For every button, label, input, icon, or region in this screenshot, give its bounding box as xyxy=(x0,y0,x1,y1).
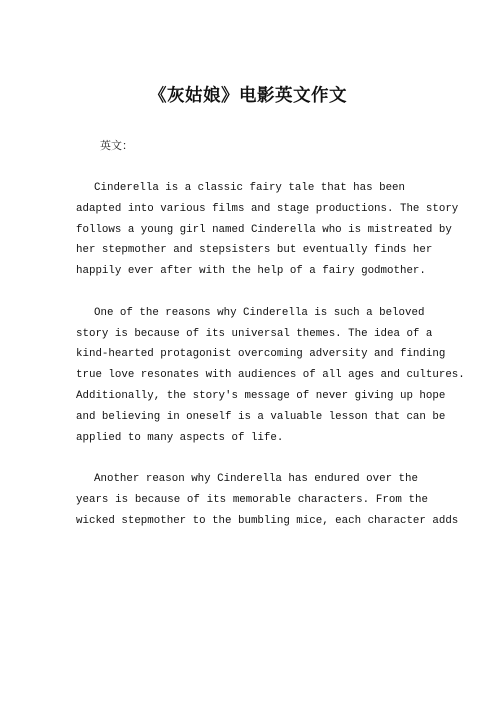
text-line: Cinderella is a classic fairy tale that has been xyxy=(94,182,406,194)
paragraph-1 xyxy=(76,178,459,282)
document-title: 《灰姑娘》电影英文作文 xyxy=(149,86,347,106)
text-line: and believing in oneself is a valuable lesson that can be xyxy=(76,410,446,423)
document-body xyxy=(76,178,465,552)
section-label: 英文： xyxy=(100,139,133,152)
text-line: kind-hearted protagonist overcoming adversity and finding xyxy=(76,348,446,361)
text-line: her stepmother and stepsisters but eventually finds her xyxy=(76,244,433,257)
text-line: story is because of its universal themes. The idea of a xyxy=(76,327,433,340)
text-line: years is because of its memorable characters. From the xyxy=(76,493,428,506)
paragraph-3 xyxy=(76,469,459,531)
paragraph-2 xyxy=(76,303,465,449)
text-line: Additionally, the story's message of never giving up hope xyxy=(76,389,446,402)
text-line: follows a young girl named Cinderella who is mistreated by xyxy=(76,223,452,236)
text-line: applied to many aspects of life. xyxy=(76,431,284,444)
text-line: One of the reasons why Cinderella is such a beloved xyxy=(94,306,425,319)
text-line: true love resonates with audiences of all ages and cultures. xyxy=(76,369,465,382)
text-line: wicked stepmother to the bumbling mice, each character adds xyxy=(76,514,459,527)
text-line: adapted into various films and stage productions. The story xyxy=(76,202,459,215)
text-line: Another reason why Cinderella has endured over the xyxy=(94,473,418,486)
text-line: happily ever after with the help of a fairy godmother. xyxy=(76,265,426,278)
